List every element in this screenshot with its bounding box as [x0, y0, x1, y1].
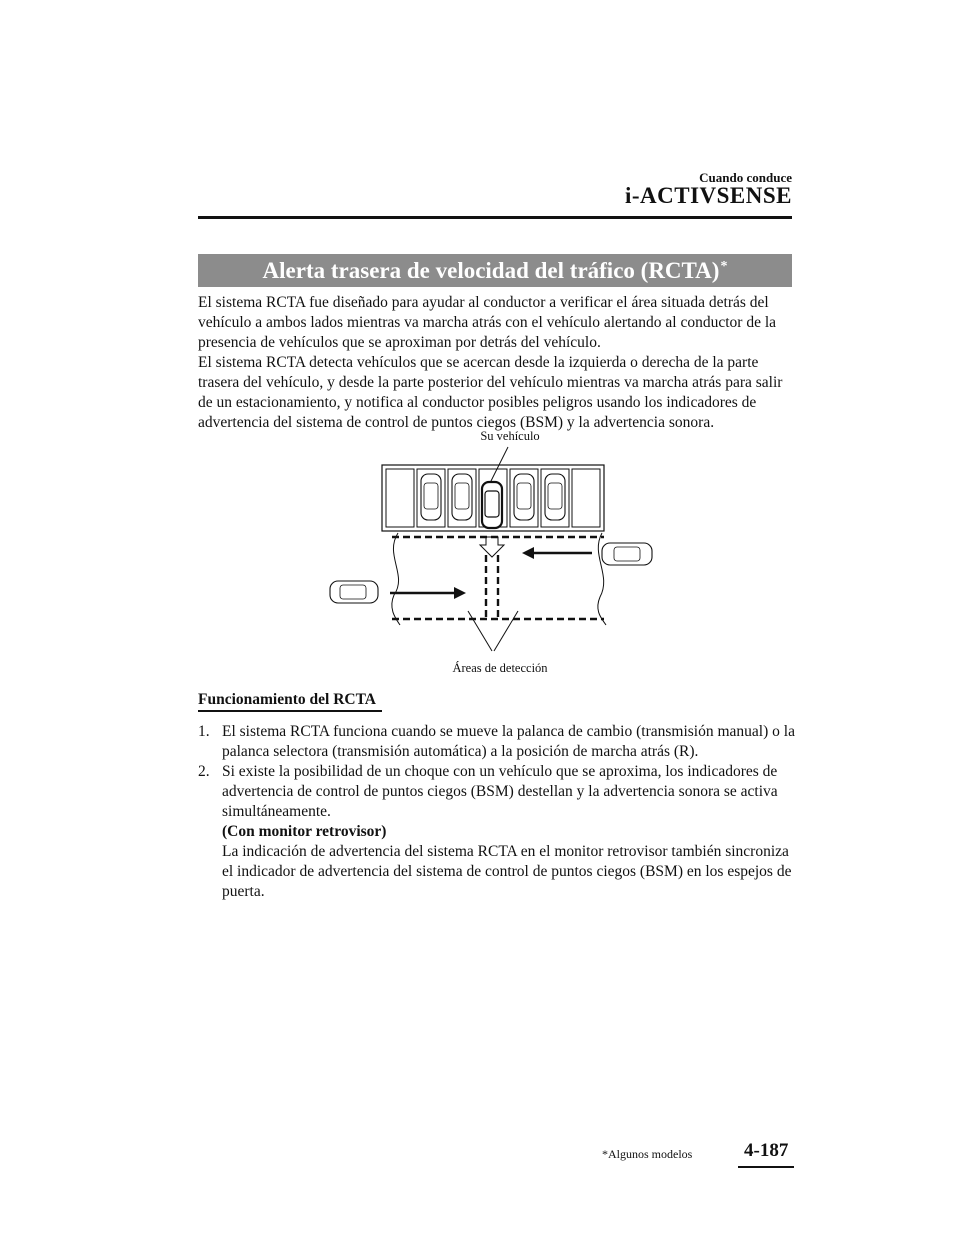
list-item-text: El sistema RCTA funciona cuando se mueve la palanca de cambio (transmisión manual) o la palanca selectora (transmisión automática) a la posición de marcha atrás (R).: [222, 723, 795, 760]
chapter-title: Cuando conduce: [699, 170, 792, 185]
label-su-vehiculo: Su vehículo: [480, 429, 540, 443]
label-areas-deteccion: Áreas de detección: [452, 661, 548, 675]
rcta-diagram: [320, 425, 680, 685]
banner-title: Alerta trasera de velocidad del tráfico (RCTA): [262, 257, 720, 283]
list-item: [198, 722, 798, 762]
operation-heading-underline: [198, 710, 382, 712]
list-item-number: 2.: [198, 763, 210, 780]
operation-heading: Funcionamiento del RCTA: [198, 691, 376, 708]
footnote: *Algunos modelos: [602, 1147, 693, 1161]
banner-asterisk: *: [720, 258, 728, 274]
page-number-underline: [738, 1166, 794, 1168]
parking-lot-illustration: [320, 425, 680, 685]
section-title: i-ACTIVSENSE: [624, 183, 792, 208]
intro-paragraph-1: El sistema RCTA fue diseñado para ayudar al conductor a verificar el área situada detrás del vehículo a ambos lados mientras va marcha atrás con el vehículo alertando al conductor de la presencia de vehículos que se aproximan por detrás del vehículo.: [198, 294, 777, 351]
list-item-subtext: La indicación de advertencia del sistema RCTA en el monitor retrovisor también sincroniza el indicador de advertencia del sistema de control de puntos ciegos (BSM) en los espejos de puerta.: [222, 843, 792, 900]
intro-paragraph-2: El sistema RCTA detecta vehículos que se acercan desde la izquierda o derecha de la parte trasera del vehículo, y desde la parte posterior del vehículo mientras va marcha atrás para salir de un estacionamiento, y notifica al conductor posibles peligros usando los indicadores de advertencia del sistema de control de puntos ciegos (BSM) y la advertencia sonora.: [198, 354, 783, 431]
operation-list: [198, 722, 798, 902]
list-item-number: 1.: [198, 723, 210, 740]
page-number: 4-187: [744, 1140, 789, 1161]
list-item: [198, 762, 798, 902]
header-rule: [198, 216, 792, 219]
section-banner: [198, 254, 792, 287]
list-item-subheading: (Con monitor retrovisor): [222, 823, 387, 840]
list-item-text: Si existe la posibilidad de un choque con un vehículo que se aproxima, los indicadores de advertencia de control de puntos ciegos (BSM) destellan y la advertencia sonora se activa simultáneamente.: [222, 763, 778, 820]
